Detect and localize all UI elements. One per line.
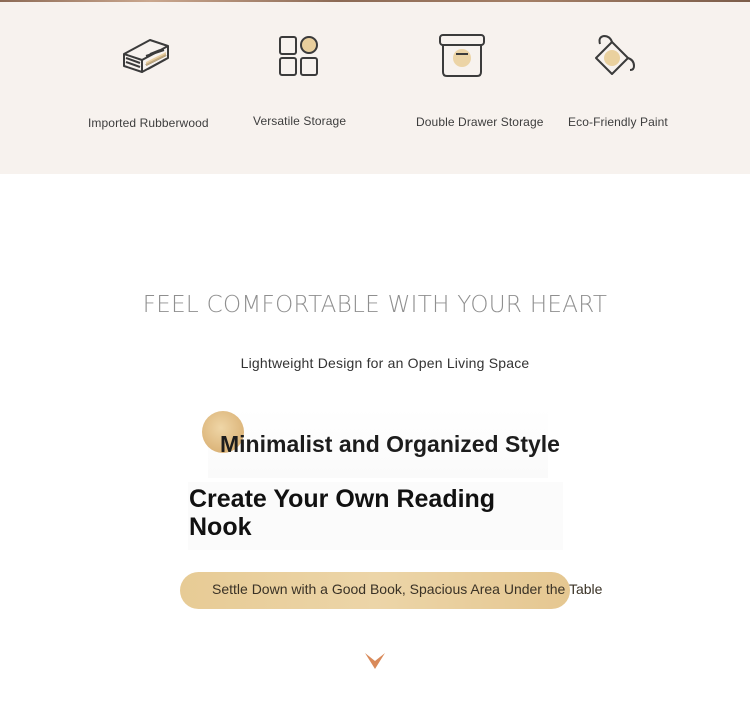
feature-eco-paint bbox=[568, 2, 678, 162]
wood-planks-icon bbox=[120, 32, 172, 80]
feature-rubberwood bbox=[88, 2, 218, 162]
reading-nook-title: Create Your Own Reading Nook bbox=[189, 485, 496, 541]
feature-versatile bbox=[253, 2, 353, 162]
feature-label: Double Drawer Storage bbox=[416, 115, 544, 129]
feature-label: Imported Rubberwood bbox=[88, 116, 209, 130]
features-band bbox=[0, 2, 750, 174]
headline: FEEL COMFORTABLE WITH YOUR HEART bbox=[142, 292, 608, 318]
minimalist-title: Minimalist and Organized Style bbox=[220, 431, 560, 457]
paint-bucket-icon bbox=[588, 32, 640, 80]
feature-label: Eco-Friendly Paint bbox=[568, 115, 668, 129]
feature-drawer bbox=[416, 2, 546, 162]
reading-subtitle: Settle Down with a Good Book, Spacious Area Under the Table bbox=[212, 581, 603, 597]
subheadline: Lightweight Design for an Open Living Space bbox=[240, 355, 530, 371]
drawer-icon bbox=[436, 32, 488, 80]
feature-label: Versatile Storage bbox=[253, 114, 347, 128]
grid-storage-icon bbox=[273, 32, 325, 80]
chevron-down-icon[interactable] bbox=[364, 650, 386, 672]
